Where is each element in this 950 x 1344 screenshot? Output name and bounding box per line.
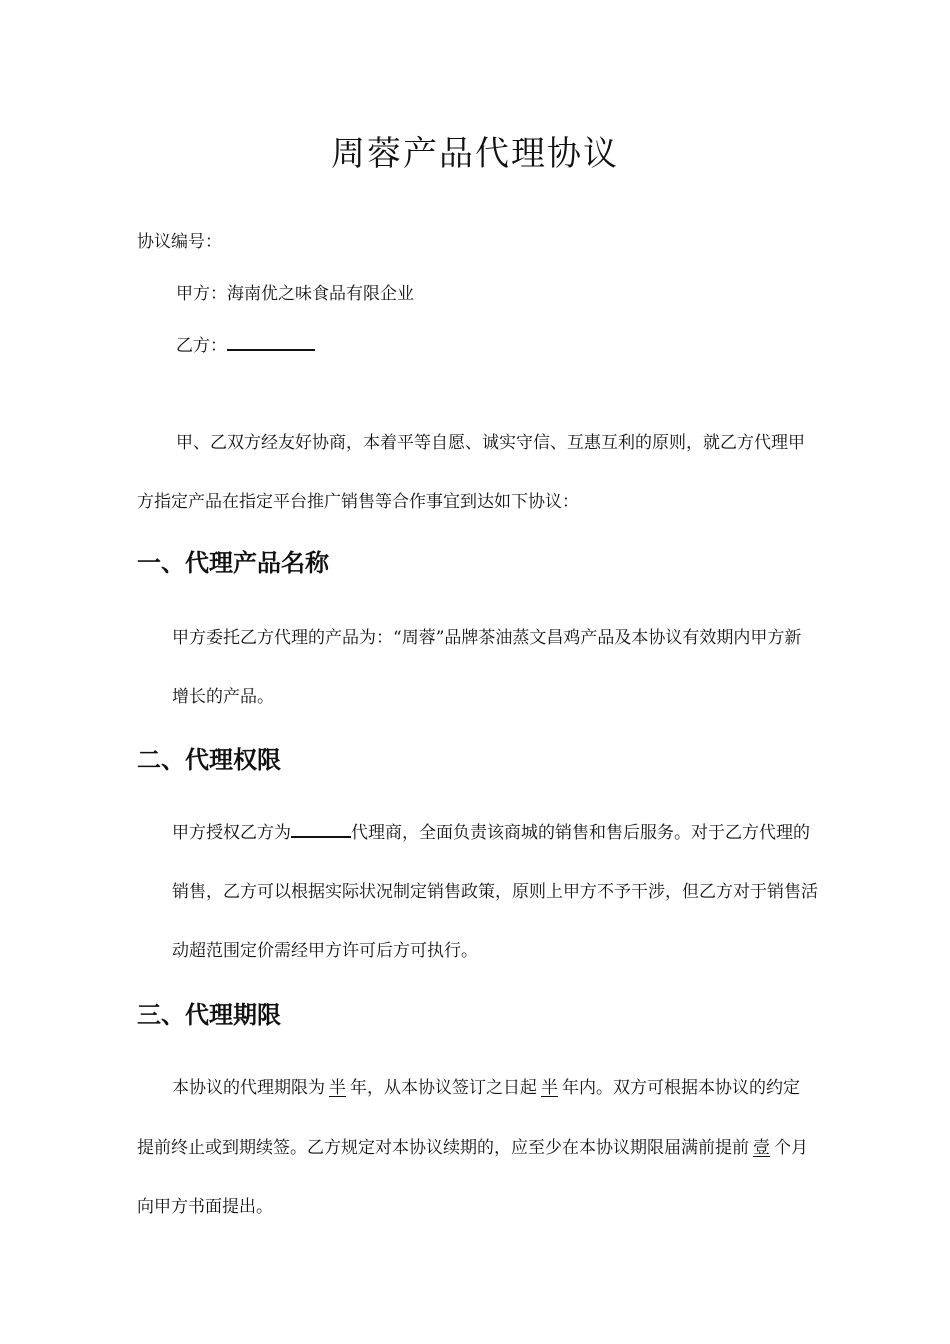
section-3-line-1-a: 本协议的代理期限为 [172, 1078, 325, 1098]
intro-line-1: 甲、乙双方经友好协商，本着平等自愿、诚实守信、互惠互利的原则，就乙方代理甲 [176, 433, 805, 453]
section-3-line-1-b: 年，从本协议签订之日起 [350, 1078, 537, 1098]
section-3-line-2 [137, 1133, 808, 1158]
section-1-heading: 一、代理产品名称 [137, 549, 329, 577]
section-3-line-1-c: 年内。双方可根据本协议的约定 [562, 1078, 800, 1098]
dealer-type-blank [291, 819, 351, 838]
party-a-name: 海南优之味食品有限企业 [227, 284, 414, 304]
term-length-value: 半 [329, 1078, 346, 1098]
term-within-value: 半 [541, 1078, 558, 1098]
section-2-line-2: 销售，乙方可以根据实际状况制定销售政策，原则上甲方不予干涉，但乙方对于销售活 [172, 882, 818, 902]
party-a-label: 甲方： [176, 284, 227, 304]
party-a-line [176, 279, 414, 304]
section-1-line-1: 甲方委托乙方代理的产品为：“周蓉”品牌茶油蒸文昌鸡产品及本协议有效期内甲方新 [172, 628, 802, 648]
party-b-blank [227, 332, 315, 351]
agreement-number-label: 协议编号： [137, 232, 222, 252]
section-2-line-3: 动超范围定价需经甲方许可后方可执行。 [172, 941, 478, 961]
document-title: 周蓉产品代理协议 [331, 134, 619, 174]
section-3-line-2-a: 提前终止或到期续签。乙方规定对本协议续期的，应至少在本协议期限届满前提前 [137, 1138, 749, 1158]
party-b-line [176, 331, 315, 356]
section-2-heading: 二、代理权限 [137, 746, 281, 774]
section-3-line-2-b: 个月 [774, 1138, 808, 1158]
intro-line-2: 方指定产品在指定平台推广销售等合作事宜到达如下协议： [137, 492, 579, 512]
section-2-line-1 [172, 818, 810, 843]
section-2-line-1-pre: 甲方授权乙方为 [172, 823, 291, 843]
section-2-line-1-post: 代理商，全面负责该商城的销售和售后服务。对于乙方代理的 [351, 823, 810, 843]
party-b-label: 乙方： [176, 336, 227, 356]
section-3-heading: 三、代理期限 [137, 1001, 281, 1029]
section-3-line-3: 向甲方书面提出。 [137, 1197, 273, 1217]
section-1-line-2: 增长的产品。 [172, 687, 274, 707]
section-3-line-1 [172, 1073, 800, 1098]
renewal-months-value: 壹 [753, 1138, 770, 1158]
